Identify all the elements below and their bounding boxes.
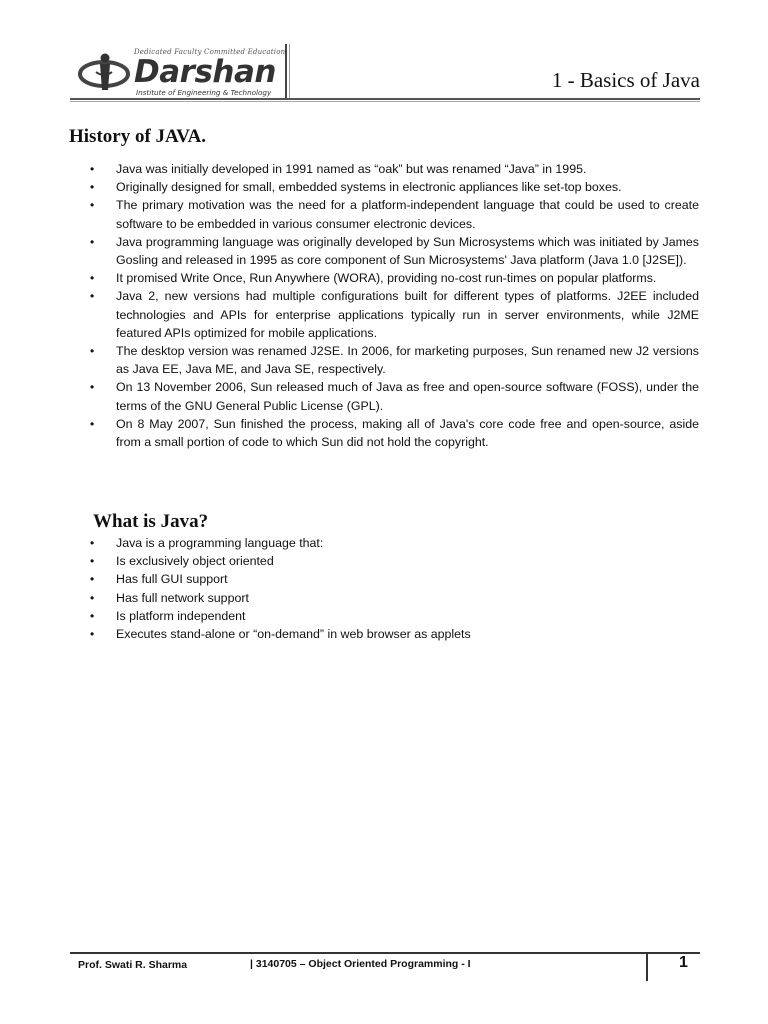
header-divider-thin bbox=[289, 44, 290, 100]
logo-subtitle: Institute of Engineering & Technology bbox=[136, 88, 272, 97]
list-item: • Executes stand-alone or “on-demand” in web browser as applets bbox=[90, 625, 699, 643]
page-header bbox=[70, 42, 700, 100]
list-item: • The primary motivation was the need for a platform-independent language that could be used to create software to be embedded in various consumer electronic devices. bbox=[90, 196, 699, 232]
what-is-java-list bbox=[90, 534, 699, 643]
what-is-java-heading: What is Java? bbox=[93, 511, 209, 532]
list-item: • Java is a programming language that: bbox=[90, 534, 699, 552]
history-list bbox=[90, 160, 699, 451]
list-item: • On 13 November 2006, Sun released much of Java as free and open-source software (FOSS), under the terms of the GNU General Public License (GPL). bbox=[90, 378, 699, 414]
footer-rule bbox=[70, 952, 700, 954]
history-heading: History of JAVA. bbox=[69, 126, 207, 147]
page-number: 1 bbox=[679, 954, 688, 971]
list-item: • The desktop version was renamed J2SE. In 2006, for marketing purposes, Sun renamed new J2 versions as Java EE, Java ME, and Java SE, respectively. bbox=[90, 342, 699, 378]
logo-tagline: Dedicated Faculty Committed Education bbox=[134, 48, 286, 56]
list-item: • Is platform independent bbox=[90, 607, 699, 625]
header-rule-thin bbox=[70, 101, 700, 102]
header-rule bbox=[70, 98, 700, 100]
list-item: • It promised Write Once, Run Anywhere (WORA), providing no-cost run-times on popular platforms. bbox=[90, 269, 699, 287]
footer-course: | 3140705 – Object Oriented Programming - I bbox=[250, 958, 471, 970]
institute-logo bbox=[78, 46, 288, 98]
chapter-title: 1 - Basics of Java bbox=[551, 68, 700, 92]
footer-separator bbox=[646, 954, 648, 981]
list-item: • Has full network support bbox=[90, 589, 699, 607]
list-item: • Java 2, new versions had multiple configurations built for different types of platforms. J2EE included technologies and APIs for enterprise applications typically run in server environments, while J2ME featured APIs optimized for mobile applications. bbox=[90, 287, 699, 342]
list-item: • Java was initially developed in 1991 named as “oak” but was renamed “Java” in 1995. bbox=[90, 160, 699, 178]
logo-name: Darshan bbox=[134, 54, 276, 90]
darshan-logo-icon bbox=[78, 50, 134, 94]
list-item: • Has full GUI support bbox=[90, 570, 699, 588]
list-item: • Is exclusively object oriented bbox=[90, 552, 699, 570]
list-item: • Originally designed for small, embedded systems in electronic appliances like set-top boxes. bbox=[90, 178, 699, 196]
list-item: • On 8 May 2007, Sun finished the process, making all of Java's core code free and open-source, aside from a small portion of code to which Sun did not hold the copyright. bbox=[90, 415, 699, 451]
footer-author: Prof. Swati R. Sharma bbox=[78, 959, 188, 971]
list-item: • Java programming language was originally developed by Sun Microsystems which was initiated by James Gosling and released in 1995 as core component of Sun Microsystems' Java platform (Java 1.0 [J2SE]). bbox=[90, 233, 699, 269]
header-divider bbox=[285, 44, 287, 100]
